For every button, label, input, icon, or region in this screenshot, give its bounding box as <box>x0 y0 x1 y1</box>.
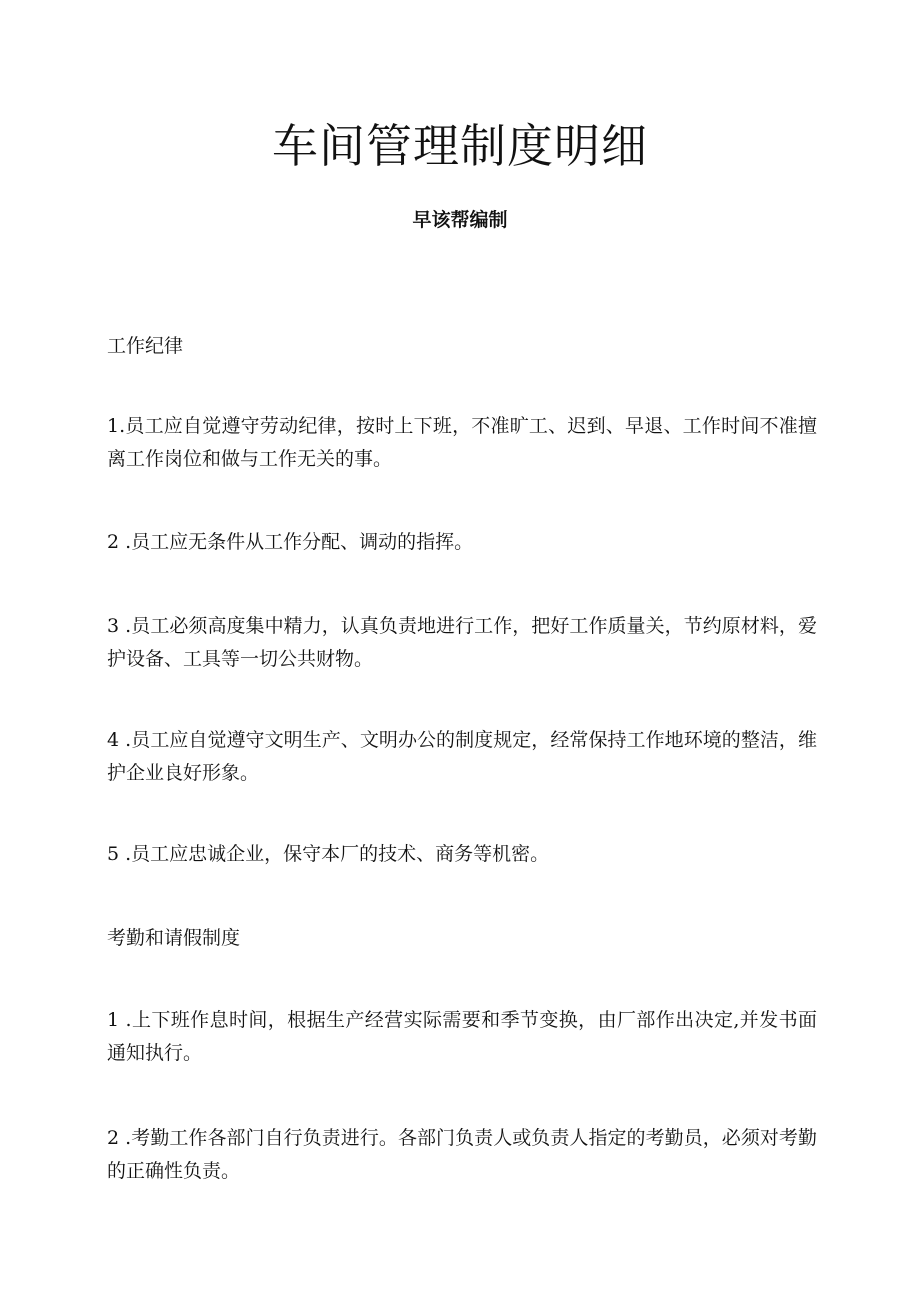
rule-text: 员工应无条件从工作分配、调动的指挥。 <box>131 531 474 553</box>
section-heading-work-discipline: 工作纪律 <box>107 335 184 357</box>
rule-paragraph <box>107 526 817 559</box>
rule-paragraph <box>107 838 817 871</box>
section-heading-attendance-leave: 考勤和请假制度 <box>107 927 241 949</box>
rule-number: 2 . <box>107 1127 132 1149</box>
document-author: 早该帮编制 <box>412 209 508 231</box>
rule-number: 1. <box>107 415 126 437</box>
rule-paragraph <box>107 410 817 476</box>
rule-number: 2 . <box>107 531 132 553</box>
rule-text: 上下班作息时间，根据生产经营实际需要和季节变换，由厂部作出决定,并发书面通知执行。 <box>107 1009 818 1064</box>
rule-number: 5 . <box>107 843 132 865</box>
rule-text: 员工应忠诚企业，保守本厂的技术、商务等机密。 <box>131 843 550 865</box>
rule-number: 4 . <box>107 729 132 751</box>
document-title: 车间管理制度明细 <box>272 119 648 173</box>
rule-text: 考勤工作各部门自行负责进行。各部门负责人或负责人指定的考勤员，必须对考勤的正确性负责。 <box>107 1127 817 1182</box>
rule-number: 1 . <box>107 1009 132 1031</box>
rule-paragraph <box>107 724 817 790</box>
rule-text: 员工应自觉遵守劳动纪律，按时上下班，不准旷工、迟到、早退、工作时间不准擅离工作岗位和做与工作无关的事。 <box>107 415 817 470</box>
rule-paragraph <box>107 1004 817 1070</box>
rule-text: 员工应自觉遵守文明生产、文明办公的制度规定，经常保持工作地环境的整洁，维护企业良好形象。 <box>107 729 817 784</box>
rule-text: 员工必须高度集中精力，认真负责地进行工作，把好工作质量关，节约原材料，爱护设备、工具等一切公共财物。 <box>107 615 817 670</box>
rule-number: 3 . <box>107 615 132 637</box>
rule-paragraph <box>107 1122 817 1188</box>
rule-paragraph <box>107 610 817 676</box>
